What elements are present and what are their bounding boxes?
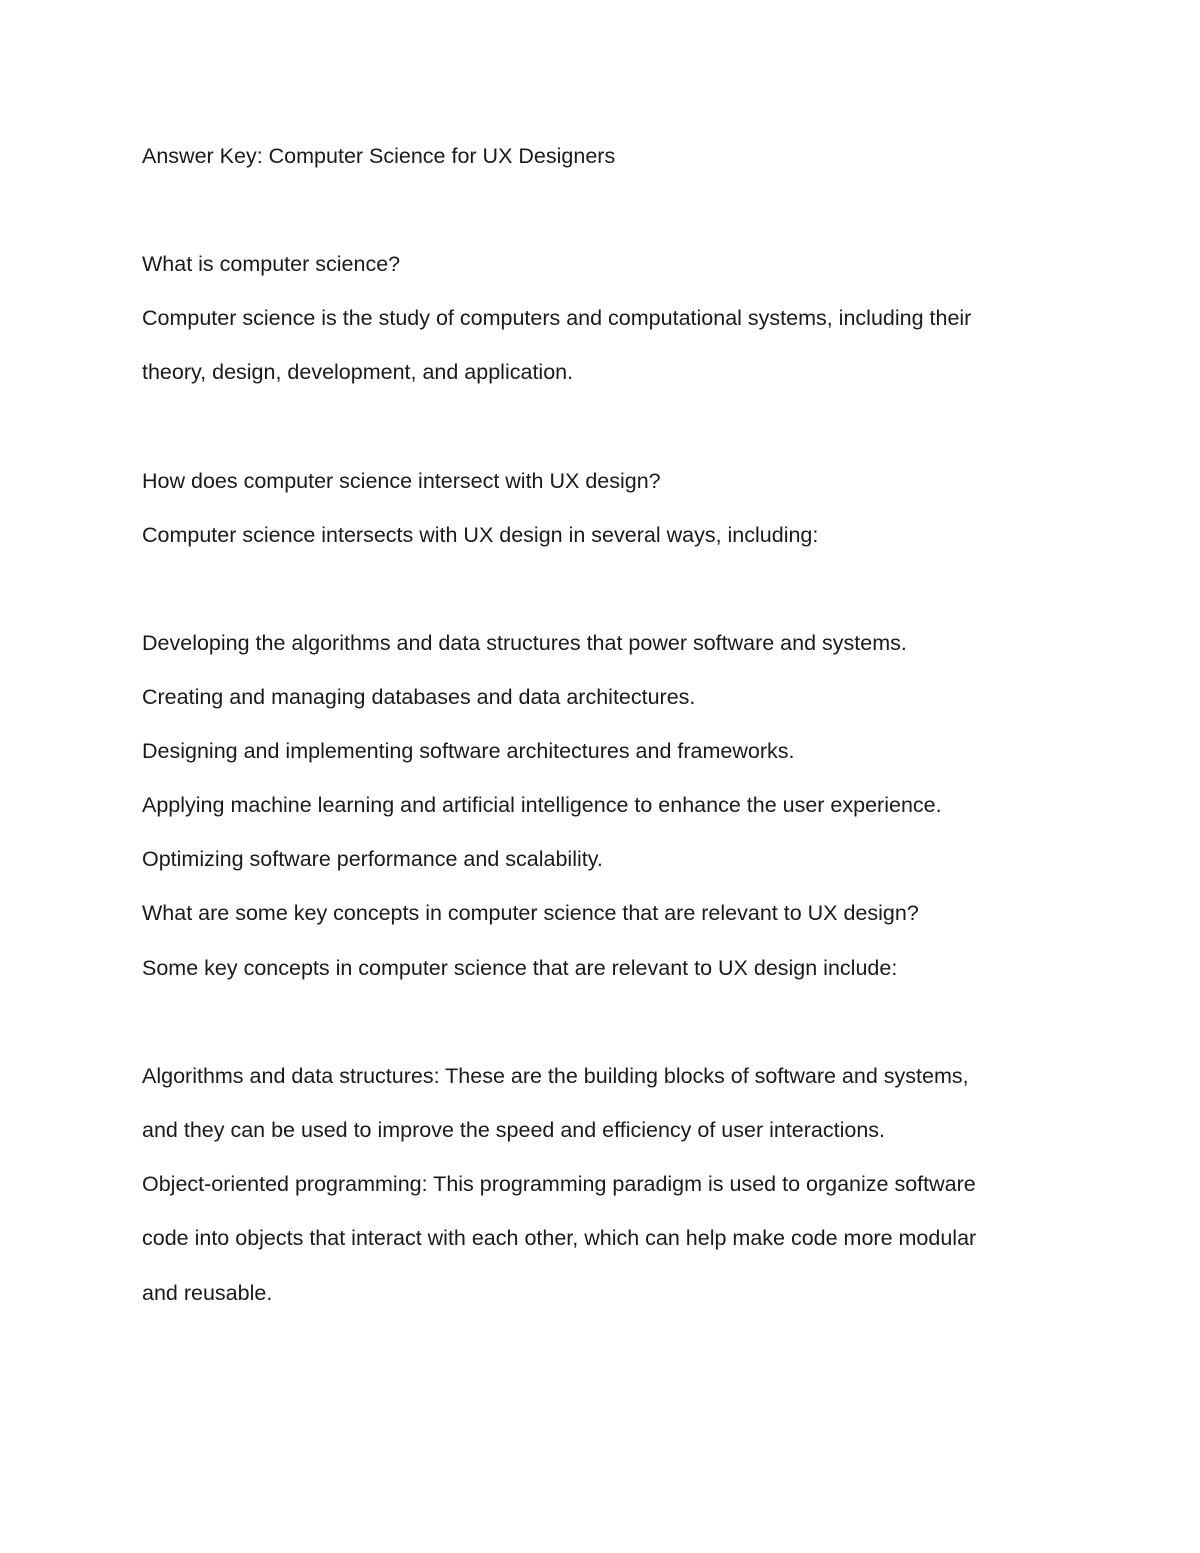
concept-1-line-2: and they can be used to improve the speed and efficiency of user interactions. bbox=[142, 1118, 886, 1142]
concept-1-line-1: Algorithms and data structures: These are the building blocks of software and systems, bbox=[142, 1064, 969, 1088]
list-item: Creating and managing databases and data architectures. bbox=[142, 685, 696, 709]
concept-2-line-3: and reusable. bbox=[142, 1281, 273, 1305]
answer-3-intro: Some key concepts in computer science that are relevant to UX design include: bbox=[142, 956, 898, 980]
concept-2-line-1: Object-oriented programming: This programming paradigm is used to organize software bbox=[142, 1172, 976, 1196]
answer-2-intro: Computer science intersects with UX design in several ways, including: bbox=[142, 523, 819, 547]
concept-2-line-2: code into objects that interact with each other, which can help make code more modular bbox=[142, 1226, 977, 1250]
document-title: Answer Key: Computer Science for UX Designers bbox=[142, 144, 616, 168]
list-item: Developing the algorithms and data structures that power software and systems. bbox=[142, 631, 907, 655]
list-item: Applying machine learning and artificial intelligence to enhance the user experience. bbox=[142, 793, 942, 817]
answer-1-line-2: theory, design, development, and application. bbox=[142, 360, 574, 384]
question-3: What are some key concepts in computer science that are relevant to UX design? bbox=[142, 901, 919, 925]
question-1: What is computer science? bbox=[142, 252, 401, 276]
list-item: Optimizing software performance and scalability. bbox=[142, 847, 603, 871]
question-2: How does computer science intersect with UX design? bbox=[142, 469, 661, 493]
answer-1-line-1: Computer science is the study of computers and computational systems, including their bbox=[142, 306, 972, 330]
list-item: Designing and implementing software architectures and frameworks. bbox=[142, 739, 795, 763]
